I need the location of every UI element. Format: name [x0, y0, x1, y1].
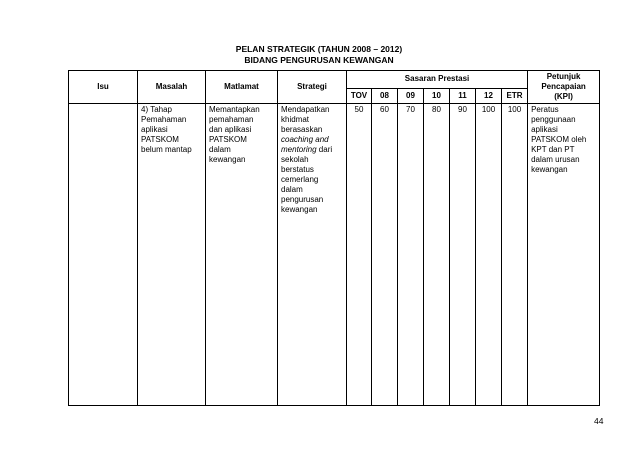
header-petunjuk-line: Pencapaian — [541, 82, 586, 91]
text-line: belum mantap — [141, 145, 192, 154]
strategic-plan-table — [68, 70, 600, 406]
text-line: Peratus — [531, 105, 559, 114]
cell-matlamat — [206, 104, 278, 406]
header-year-11: 11 — [450, 88, 476, 103]
header-petunjuk-pencapaian — [528, 71, 600, 104]
text-line: pengurusan — [281, 195, 324, 204]
header-isu: Isu — [69, 71, 138, 104]
cell-value-08: 60 — [372, 104, 398, 406]
cell-value-10: 80 — [424, 104, 450, 406]
cell-isu — [69, 104, 138, 406]
text-line: aplikasi — [141, 125, 168, 134]
text-line: dan aplikasi — [209, 125, 252, 134]
cell-value-tov: 50 — [347, 104, 372, 406]
text-line: PATSKOM — [141, 135, 179, 144]
text-line: berstatus — [281, 165, 314, 174]
text-line: khidmat — [281, 115, 310, 124]
text-line: sekolah — [281, 155, 309, 164]
header-petunjuk-line: (KPI) — [554, 92, 573, 101]
header-masalah: Masalah — [138, 71, 206, 104]
text-line: penggunaan — [531, 115, 576, 124]
text-line: PATSKOM oleh — [531, 135, 587, 144]
text-line: aplikasi — [531, 125, 558, 134]
cell-strategi — [278, 104, 347, 406]
text-line: dalam — [281, 185, 303, 194]
header-year-etr: ETR — [502, 88, 528, 103]
header-year-09: 09 — [398, 88, 424, 103]
cell-value-09: 70 — [398, 104, 424, 406]
header-strategi: Strategi — [278, 71, 347, 104]
header-year-tov: TOV — [347, 88, 372, 103]
cell-value-12: 100 — [476, 104, 502, 406]
text-line: kewangan — [531, 165, 568, 174]
cell-value-etr: 100 — [502, 104, 528, 406]
text-line: KPT dan PT — [531, 145, 575, 154]
table-row — [69, 104, 600, 406]
cell-value-11: 90 — [450, 104, 476, 406]
document-title: PELAN STRATEGIK (TAHUN 2008 – 2012) — [235, 44, 403, 54]
cell-masalah — [138, 104, 206, 406]
text-line: coaching and — [281, 135, 329, 144]
text: dari — [316, 145, 333, 154]
document-subtitle: BIDANG PENGURUSAN KEWANGAN — [244, 55, 394, 65]
text-line: PATSKOM — [209, 135, 247, 144]
page-number: 44 — [594, 416, 604, 426]
header-year-12: 12 — [476, 88, 502, 103]
header-year-10: 10 — [424, 88, 450, 103]
header-year-08: 08 — [372, 88, 398, 103]
text-line: pemahaman — [209, 115, 254, 124]
italic-text: mentoring — [281, 145, 317, 154]
cell-kpi — [528, 104, 600, 406]
header-sasaran-prestasi: Sasaran Prestasi — [347, 71, 528, 89]
text-line: 4) Tahap — [141, 105, 172, 114]
text-line: Memantapkan — [209, 105, 260, 114]
text-line: berasaskan — [281, 125, 323, 134]
text-line: kewangan — [209, 155, 246, 164]
header-petunjuk-line: Petunjuk — [546, 72, 581, 81]
text-line — [281, 145, 343, 155]
header-matlamat: Matlamat — [206, 71, 278, 104]
text-line: cemerlang — [281, 175, 319, 184]
text-line: dalam urusan — [531, 155, 580, 164]
text-line: Pemahaman — [141, 115, 187, 124]
text-line: Mendapatkan — [281, 105, 330, 114]
text-line: kewangan — [281, 205, 318, 214]
text-line: dalam — [209, 145, 231, 154]
